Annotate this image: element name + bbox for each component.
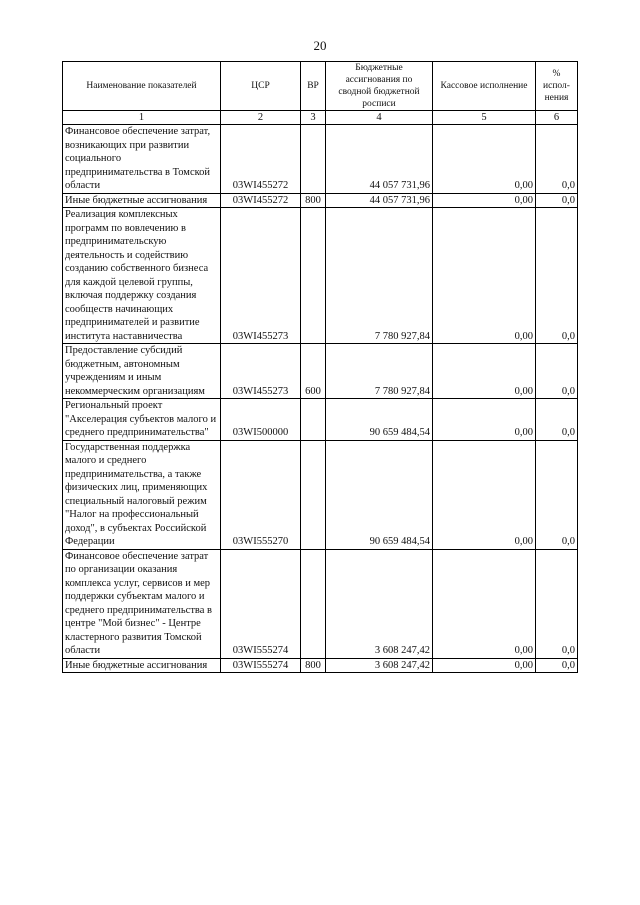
row-vr [301,399,326,441]
row-cash: 0,00 [433,193,536,208]
row-amount: 7 780 927,84 [326,208,433,344]
row-name: Иные бюджетные ассигнования [63,658,221,673]
column-number: 3 [301,111,326,125]
row-csr: 03WI555274 [221,549,301,658]
row-percent: 0,0 [536,125,578,194]
row-amount: 44 057 731,96 [326,193,433,208]
row-csr: 03WI555270 [221,440,301,549]
row-cash: 0,00 [433,399,536,441]
column-number: 4 [326,111,433,125]
row-vr [301,208,326,344]
row-amount: 3 608 247,42 [326,549,433,658]
row-csr: 03WI500000 [221,399,301,441]
row-amount: 44 057 731,96 [326,125,433,194]
row-cash: 0,00 [433,658,536,673]
row-vr [301,549,326,658]
row-cash: 0,00 [433,125,536,194]
row-csr: 03WI555274 [221,658,301,673]
row-percent: 0,0 [536,399,578,441]
row-name: Финансовое обеспечение затрат, возникающих при развитии социального предпринимательства в Томской области [63,125,221,194]
row-csr: 03WI455273 [221,208,301,344]
row-amount: 3 608 247,42 [326,658,433,673]
table-row [63,440,578,549]
row-amount: 7 780 927,84 [326,344,433,399]
column-numbers-row [63,111,578,125]
row-csr: 03WI455272 [221,125,301,194]
row-name: Финансовое обеспечение затрат по организации оказания комплекса услуг, сервисов и мер поддержки субъектам малого и среднего предпринимательства в центре "Мой бизнес" - Центре кластерного развития Томской области [63,549,221,658]
row-name: Реализация комплексных программ по вовлечению в предпринимательскую деятельность и содействию созданию собственного бизнеса для каждой целевой группы, включая поддержку создания сообществ начинающих предпринимателей и развитие института наставничества [63,208,221,344]
table-header-row [63,62,578,111]
column-number: 1 [63,111,221,125]
row-percent: 0,0 [536,658,578,673]
row-vr: 800 [301,658,326,673]
row-name: Государственная поддержка малого и среднего предпринимательства, а также физических лиц, применяющих специальный налоговый режим "Налог на профессиональный доход", в субъектах Российской Федерации [63,440,221,549]
row-percent: 0,0 [536,344,578,399]
row-csr: 03WI455272 [221,193,301,208]
row-cash: 0,00 [433,208,536,344]
header-budget-allocations: Бюджетные ассигнования по сводной бюджетной росписи [326,62,433,111]
header-cash-execution: Кассовое исполнение [433,62,536,111]
row-percent: 0,0 [536,440,578,549]
row-vr: 800 [301,193,326,208]
column-number: 2 [221,111,301,125]
header-execution-percent: % испол-нения [536,62,578,111]
row-name: Региональный проект "Акселерация субъектов малого и среднего предпринимательства" [63,399,221,441]
row-amount: 90 659 484,54 [326,440,433,549]
row-vr: 600 [301,344,326,399]
row-vr [301,125,326,194]
row-name: Предоставление субсидий бюджетным, автономным учреждениям и иным некоммерческим организациям [63,344,221,399]
header-csr: ЦСР [221,62,301,111]
table-row [63,193,578,208]
row-percent: 0,0 [536,208,578,344]
row-percent: 0,0 [536,549,578,658]
header-vr: ВР [301,62,326,111]
row-vr [301,440,326,549]
column-number: 6 [536,111,578,125]
page-number: 20 [313,38,327,53]
row-cash: 0,00 [433,440,536,549]
header-indicator-name: Наименование показателей [63,62,221,111]
table-row [63,399,578,441]
table-row [63,344,578,399]
table-row [63,658,578,673]
row-cash: 0,00 [433,549,536,658]
row-percent: 0,0 [536,193,578,208]
column-number: 5 [433,111,536,125]
row-cash: 0,00 [433,344,536,399]
table-row [63,208,578,344]
table-row [63,549,578,658]
row-csr: 03WI455273 [221,344,301,399]
row-name: Иные бюджетные ассигнования [63,193,221,208]
budget-execution-table [62,61,578,673]
row-amount: 90 659 484,54 [326,399,433,441]
table-row [63,125,578,194]
